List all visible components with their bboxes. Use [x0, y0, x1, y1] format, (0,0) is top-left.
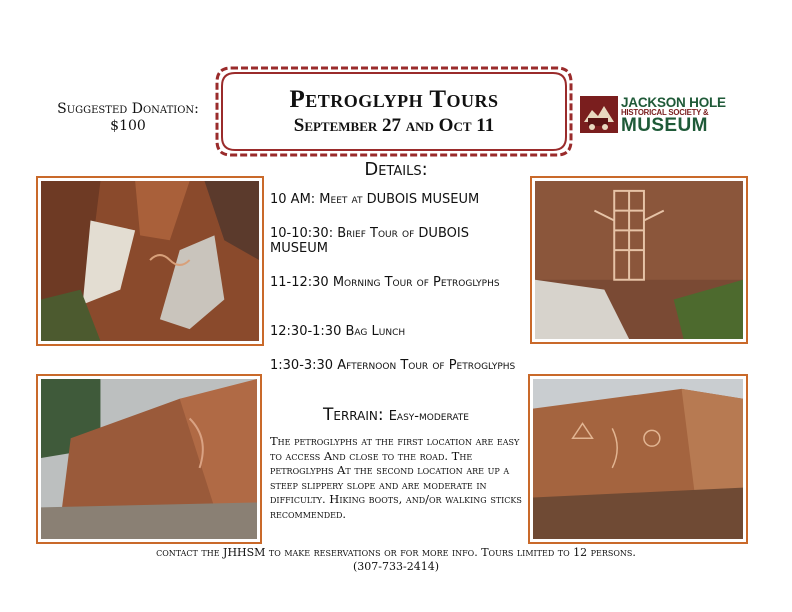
- terrain-label: Terrain:: [323, 405, 384, 425]
- footer-contact: [0, 546, 792, 574]
- petroglyph-photo-top-left: [36, 176, 264, 346]
- terrain-heading: [268, 405, 524, 425]
- schedule-item: 10-10:30: Brief Tour of DUBOIS MUSEUM: [270, 226, 469, 256]
- schedule-item: 12:30-1:30 Bag Lunch: [270, 324, 406, 339]
- phone-number: (307-733-2414): [352, 560, 439, 573]
- suggested-donation: [28, 101, 228, 135]
- petroglyph-photo-bottom-right: [528, 374, 748, 544]
- logo-text-historical-society: HISTORICAL SOCIETY &: [621, 108, 709, 117]
- details-heading: Details:: [364, 159, 428, 180]
- schedule-item: 10 AM: Meet at DUBOIS MUSEUM: [270, 192, 480, 207]
- page-title: Petroglyph Tours: [289, 86, 499, 113]
- petroglyph-photo-top-right: [530, 176, 748, 344]
- donation-amount: $100: [110, 118, 146, 134]
- terrain-description: The petroglyphs at the first location are easy to access And close to the road. The petroglyphs At the second location are up a steep slippery slope and are moderate in difficulty. Hiking boots, and/or walking sticks recommended.: [270, 434, 522, 521]
- donation-label: Suggested Donation:: [57, 101, 199, 117]
- contact-text: contact the JHHSM to make reservations or for more info. Tours limited to 12 persons.: [156, 546, 636, 559]
- logo-text-jackson-hole: JACKSON HOLE: [621, 95, 726, 110]
- logo-emblem-icon: [580, 96, 618, 133]
- museum-logo: [580, 96, 746, 140]
- tour-dates: September 27 and Oct 11: [293, 115, 495, 136]
- petroglyph-photo-bottom-left: [36, 374, 262, 544]
- schedule-item: 1:30-3:30 Afternoon Tour of Petroglyphs: [270, 358, 516, 373]
- logo-text-museum: MUSEUM: [621, 115, 708, 136]
- terrain-value: Easy-moderate: [388, 409, 469, 424]
- schedule-item: 11-12:30 Morning Tour of Petroglyphs: [270, 275, 500, 290]
